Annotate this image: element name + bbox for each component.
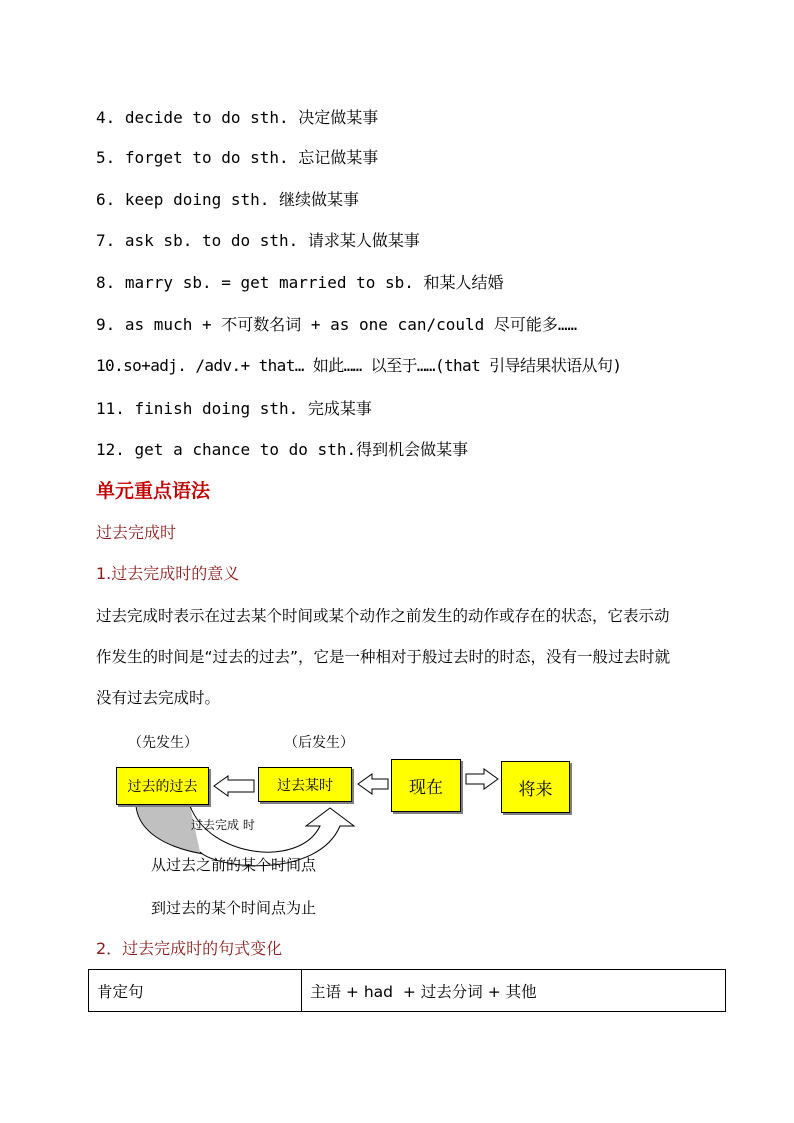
table-row [89, 970, 726, 1012]
arrow-left-2 [358, 774, 388, 794]
phrase-line-4: 4. decide to do sth. 决定做某事 [96, 108, 379, 127]
arc-label: 过去完成 时 [191, 818, 255, 832]
phrase-line-6: 6. keep doing sth. 继续做某事 [96, 190, 360, 209]
topic-title: 过去完成时 [96, 523, 177, 542]
phrase-line-8: 8. marry sb. = get married to sb. 和某人结婚 [96, 273, 504, 292]
phrase-line-9: 9. as much + 不可数名词 + as one can/could 尽可能多…… [96, 315, 578, 334]
box-now: 现在 [391, 759, 461, 812]
arrow-right [466, 769, 498, 789]
label-first: （先发生） [128, 735, 198, 751]
phrase-line-12: 12. get a chance to do sth.得到机会做某事 [96, 440, 469, 459]
meaning-line: 过去完成时表示在过去某个时间或某个动作之前发生的动作或存在的状态，它表示动 [96, 607, 670, 625]
forms-title: 2．过去完成时的句式变化 [96, 939, 283, 958]
box-future: 将来 [501, 761, 570, 813]
meaning-title: 1.过去完成时的意义 [96, 564, 240, 583]
label-after: （后发生） [284, 735, 354, 751]
box-past-of-past: 过去的过去 [116, 767, 209, 805]
note-line-2: 到过去的某个时间点为止 [151, 899, 317, 917]
phrase-line-5: 5. forget to do sth. 忘记做某事 [96, 148, 379, 167]
meaning-line: 没有过去完成时。 [96, 689, 221, 707]
arrow-left-1 [214, 776, 254, 796]
section-title: 单元重点语法 [96, 480, 211, 502]
note-line-1: 从过去之前的某个时间点 [151, 856, 317, 874]
phrase-line-11: 11. finish doing sth. 完成某事 [96, 399, 372, 418]
form-structure-cell: 主语 + had + 过去分词 + 其他 [302, 970, 726, 1012]
forms-table [88, 969, 726, 1012]
phrase-line-7: 7. ask sb. to do sth. 请求某人做某事 [96, 231, 420, 250]
box-past-point: 过去某时 [258, 767, 352, 802]
meaning-line: 作发生的时间是“过去的过去”，它是一种相对于般过去时的时态，没有一般过去时就 [96, 648, 671, 666]
phrase-line-10: 10.so+adj. /adv.+ that… 如此…… 以至于……(that 引导结果状语从句) [96, 356, 622, 375]
form-type-cell: 肯定句 [89, 970, 302, 1012]
